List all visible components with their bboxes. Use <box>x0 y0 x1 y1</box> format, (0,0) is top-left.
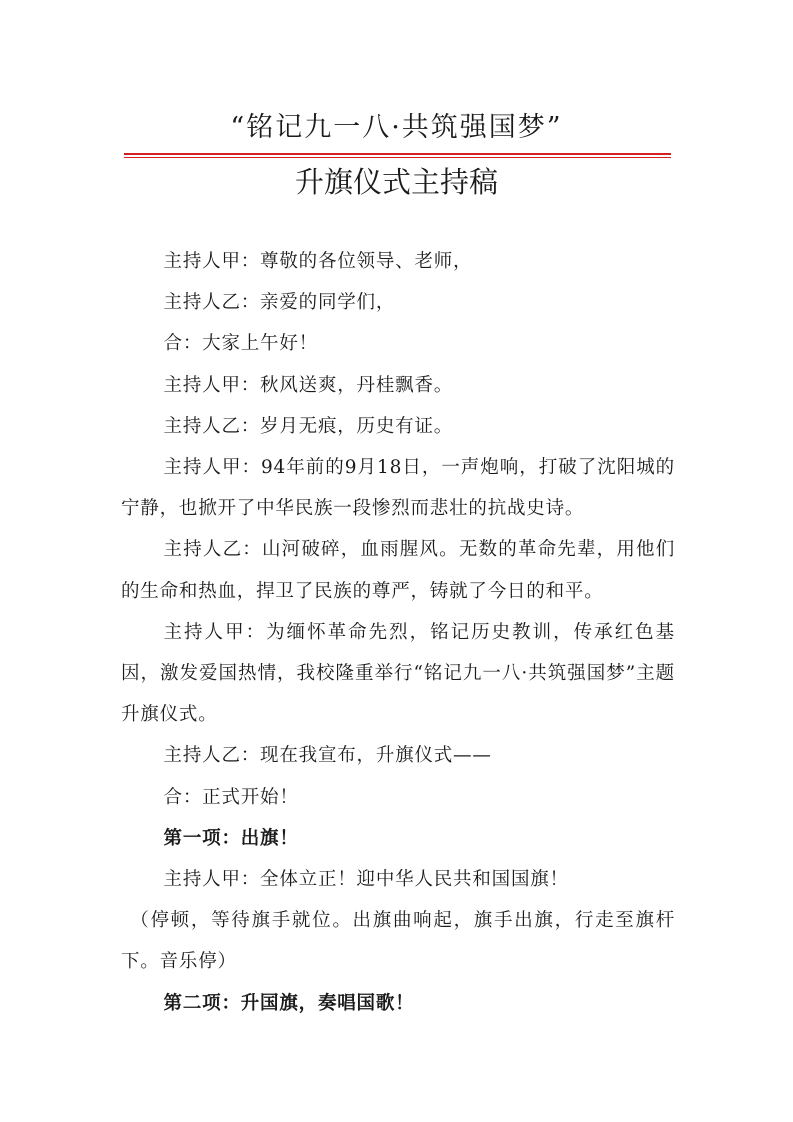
paragraph: 主持人乙：山河破碎，血雨腥风。无数的革命先辈，用他们的生命和热血，捍卫了民族的尊严，铸就了今日的和平。 <box>121 539 675 602</box>
paragraph: 主持人甲：秋风送爽，丹桂飘香。 <box>163 374 454 396</box>
red-divider-line <box>124 153 671 155</box>
document-subtitle: 升旗仪式主持稿 <box>294 165 498 199</box>
red-divider-line-thin <box>124 157 671 158</box>
paragraph: 合：正式开始！ <box>163 786 299 808</box>
paragraph: 主持人乙：亲爱的同学们， <box>163 292 396 314</box>
paragraph: 主持人甲：94年前的9月18日，一声炮响，打破了沈阳城的宁静，也掀开了中华民族一段惨烈而悲壮的抗战史诗。 <box>121 457 675 520</box>
stage-direction: （停顿，等待旗手就位。出旗曲响起，旗手出旗，行走至旗杆下。音乐停） <box>121 910 675 973</box>
section-heading: 第二项：升国旗，奏唱国歌！ <box>163 992 415 1014</box>
paragraph: 主持人甲：为缅怀革命先烈，铭记历史教训，传承红色基因，激发爱国热情，我校隆重举行“铭记九一八·共筑强国梦”主题升旗仪式。 <box>121 621 675 726</box>
section-heading: 第一项：出旗！ <box>163 827 299 849</box>
paragraph: 主持人乙：岁月无痕，历史有证。 <box>163 415 454 437</box>
document-title: “铭记九一八·共筑强国梦” <box>230 112 563 143</box>
document-body <box>121 241 675 1024</box>
paragraph: 主持人甲：尊敬的各位领导、老师， <box>163 251 473 272</box>
paragraph: 合：大家上午好！ <box>163 333 318 355</box>
paragraph: 主持人乙：现在我宣布，升旗仪式—— <box>163 745 492 767</box>
paragraph: 主持人甲：全体立正！迎中华人民共和国国旗！ <box>163 869 569 891</box>
